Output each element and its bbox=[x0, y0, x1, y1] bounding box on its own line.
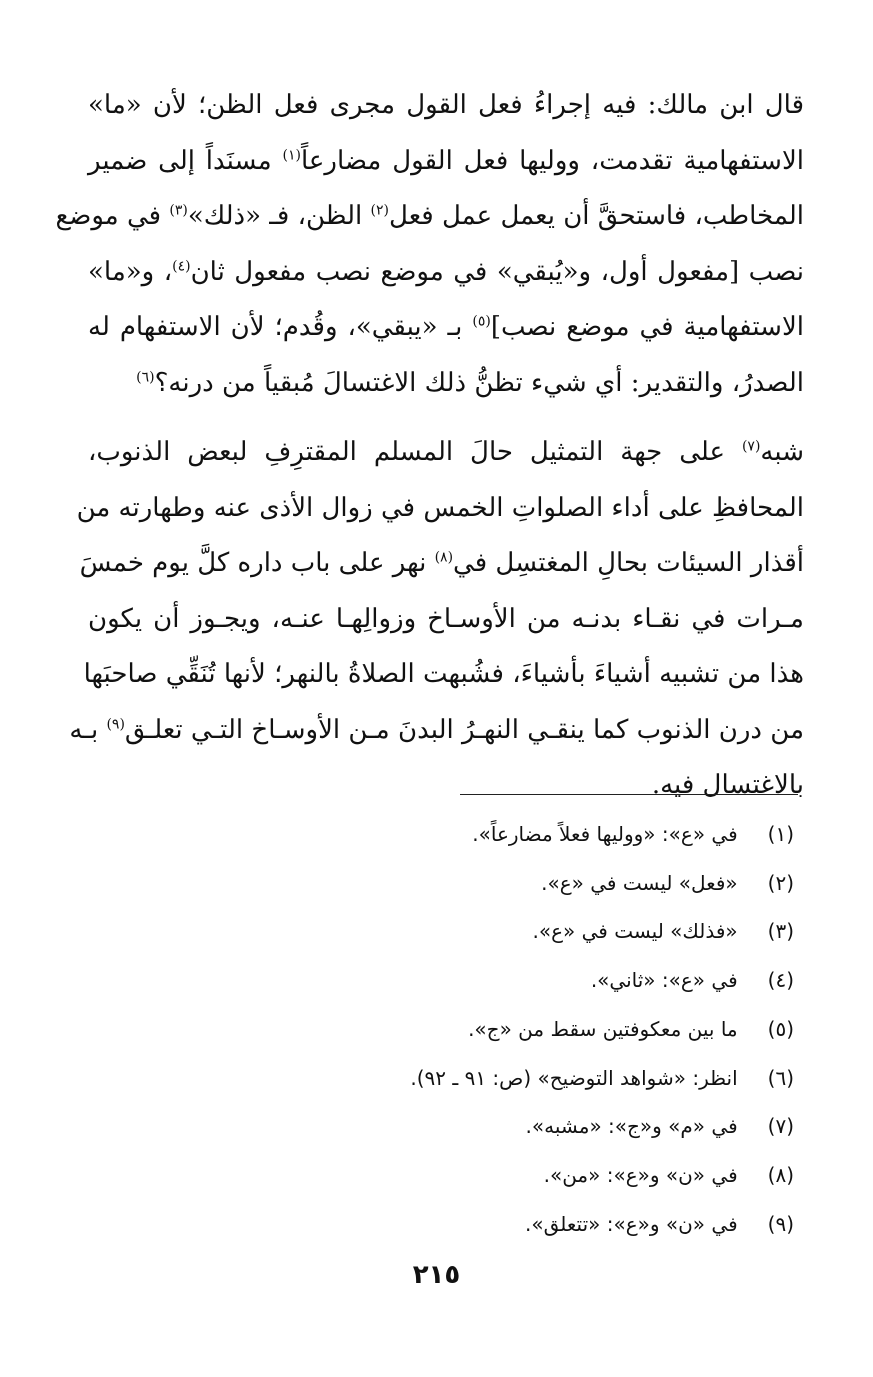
footnote-item bbox=[94, 859, 794, 908]
paragraph-2 bbox=[69, 425, 804, 814]
text-line: أقذار السيئات بحالِ المغتسِل في$^{(٨)}$ نهر على باب داره كلَّ يوم خمسَ bbox=[79, 548, 804, 578]
footnote-text: «فذلك» ليست في «ع». bbox=[532, 919, 738, 944]
footnote-marker: (٣) bbox=[169, 202, 188, 219]
text-line: هذا من تشبيه أشياءَ بأشياءَ، فشُبهت الصلاةُ بالنهر؛ لأنها تُنَقِّي صاحبَها bbox=[83, 659, 804, 689]
text-line: الاستفهامية تقدمت، ووليها فعل القول مضارعاً$^{(١)}$ مسنَداً إلى ضمير bbox=[88, 145, 804, 176]
main-text bbox=[55, 78, 804, 814]
footnote-number: (٣) bbox=[767, 919, 794, 944]
footnote-number: (٤) bbox=[767, 968, 794, 993]
text-line: المحافظِ على أداء الصلواتِ الخمس في زوال الأذى عنه وطهارته من bbox=[76, 492, 804, 523]
footnote-marker: (٦) bbox=[136, 368, 155, 385]
footnote-number: (٧) bbox=[767, 1114, 794, 1139]
page-number: ٢١٥ bbox=[412, 1260, 461, 1290]
footnote-text: ما بين معكوفتين سقط من «ج». bbox=[468, 1016, 738, 1041]
footnote-item bbox=[94, 956, 794, 1005]
paragraph-1 bbox=[55, 78, 804, 411]
footnote-text: في «ع»: «ووليها فعلاً مضارعاً». bbox=[472, 822, 738, 846]
footnote-number: (٢) bbox=[767, 870, 794, 895]
footnote-number: (٩) bbox=[767, 1211, 794, 1236]
footnote-marker: (٥) bbox=[472, 313, 491, 330]
footnote-number: (١) bbox=[767, 822, 794, 846]
footnote-number: (٦) bbox=[767, 1065, 794, 1090]
footnote-separator bbox=[460, 794, 798, 795]
footnote-item bbox=[94, 810, 794, 859]
footnote-text: في «ن» و«ع»: «من». bbox=[543, 1162, 738, 1187]
text-line: من درن الذنوب كما ينقـي النهـرُ البدنَ مـن الأوسـاخ التـي تعلـق$^{(٩)}$ بـه bbox=[69, 714, 804, 745]
text-line: قال ابن مالك: فيه إجراءُ فعل القول مجرى فعل الظن؛ لأن «ما» bbox=[88, 90, 804, 120]
text-line: شبه$^{(٧)}$ على جهة التمثيل حالَ المسلم المقترِفِ لبعض الذنوب، bbox=[88, 437, 804, 467]
footnote-text: في «ع»: «ثاني». bbox=[590, 968, 738, 993]
footnote-item bbox=[94, 1151, 794, 1200]
footnote-item bbox=[94, 907, 794, 956]
footnotes bbox=[94, 810, 794, 1248]
footnote-number: (٨) bbox=[767, 1162, 794, 1187]
footnote-marker: (٩) bbox=[106, 715, 125, 732]
footnote-marker: (٧) bbox=[741, 438, 761, 455]
footnote-item bbox=[94, 1200, 794, 1249]
footnote-number: (٥) bbox=[767, 1016, 794, 1041]
footnote-marker: (٨) bbox=[434, 549, 454, 566]
footnote-text: في «م» و«ج»: «مشبه». bbox=[525, 1114, 738, 1139]
text-line: المخاطب، فاستحقَّ أن يعمل عمل فعل$^{(٢)}$ الظن، فـ «ذلك»$^{(٣)}$ في موضع bbox=[55, 201, 804, 231]
text-line: الاستفهامية في موضع نصب]$^{(٥)}$ بـ «يبقي»، وقُدم؛ لأن الاستفهام له bbox=[88, 312, 804, 342]
footnote-text: «فعل» ليست في «ع». bbox=[541, 870, 738, 895]
footnote-item bbox=[94, 1005, 794, 1054]
footnote-item bbox=[94, 1054, 794, 1103]
footnote-marker: (٤) bbox=[172, 257, 191, 274]
text-line: نصب [مفعول أول، و«يُبقي» في موضع نصب مفعول ثان$^{(٤)}$، و«ما» bbox=[88, 256, 804, 287]
text-line: بالاغتسال فيه. bbox=[651, 770, 804, 800]
footnote-marker: (٢) bbox=[370, 202, 390, 219]
footnote-text: انظر: «شواهد التوضيح» (ص: ٩١ ـ ٩٢). bbox=[410, 1065, 738, 1090]
footnote-text: في «ن» و«ع»: «تتعلق». bbox=[524, 1211, 738, 1236]
footnote-item bbox=[94, 1102, 794, 1151]
text-line: الصدرُ، والتقدير: أي شيء تظنُّ ذلك الاغتسالَ مُبقياً من درنه؟$^{(٦)}$ bbox=[136, 367, 804, 398]
text-line: مـرات في نقـاء بدنـه من الأوسـاخ وزوالِهـا عنـه، ويجـوز أن يكون bbox=[88, 603, 804, 634]
footnote-marker: (١) bbox=[282, 146, 301, 163]
